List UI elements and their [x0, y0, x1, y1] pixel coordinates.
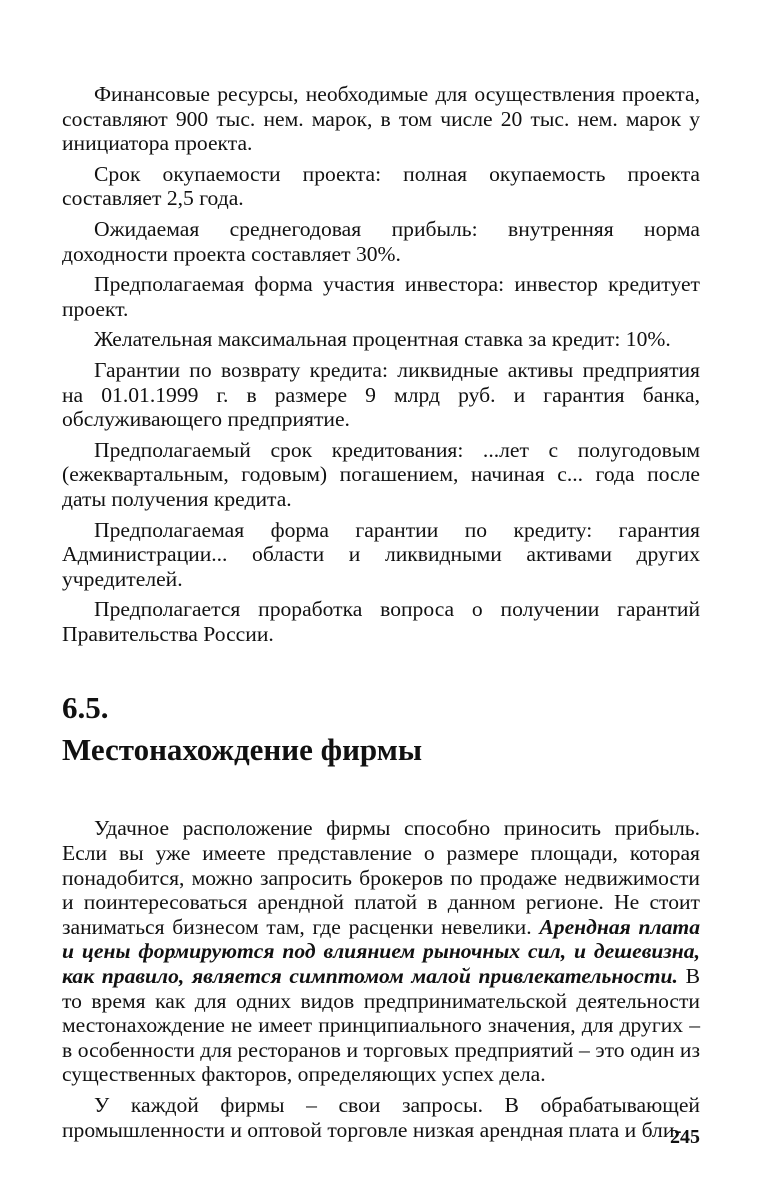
page-number: 245 — [670, 1126, 700, 1148]
section-number: 6.5. — [62, 690, 109, 726]
emphasized-statement: Арендная плата и цены формируются под влиянием рыночных сил, и дешевизна, как правило, является симптомом малой привлекательности. — [62, 914, 701, 989]
location-intro-continuation: В то время как для одних видов предпринимательской деятельности местонахождение не имеет принципиального значения, для других – в особенности для ресторанов и торговых предприятий – это один из существенных факторов, определяющих успех дела. — [62, 964, 700, 1087]
paragraph-expected-profit: Ожидаемая среднегодовая прибыль: внутренняя норма доходности проекта составляет 30%. — [62, 216, 700, 266]
paragraph-investor-participation: Предполагаемая форма участия инвестора: инвестор кредитует проект. — [62, 272, 700, 321]
paragraph-company-needs: У каждой фирмы – свои запросы. В обрабатывающей промышленности и оптовой торговле низкая арендная плата и бли- — [62, 1093, 700, 1142]
paragraph-guarantee-form: Предполагаемая форма гарантии по кредиту: гарантия Администрации... области и ликвидными активами других учредителей. — [62, 517, 700, 591]
paragraph-interest-rate: Желательная максимальная процентная ставка за кредит: 10%. — [94, 327, 671, 352]
paragraph-loan-guarantees: Гарантии по возврату кредита: ликвидные активы предприятия на 01.01.1999 г. в размере 9 млрд руб. и гарантия банка, обслуживающего предприятие. — [62, 357, 700, 432]
paragraph-payback-period: Срок окупаемости проекта: полная окупаемость проекта составляет 2,5 года. — [62, 161, 700, 211]
paragraph-loan-term: Предполагаемый срок кредитования: ...лет с полугодовым (ежеквартальным, годовым) погашением, начиная с... года после даты получения кредита. — [62, 437, 700, 511]
location-intro-text: Удачное расположение фирмы способно приносить прибыль. Если вы уже имеете представление о размере площади, которая понадобится, можно запросить брокеров по продаже недвижимости и поинтересоваться арендной платой в данном регионе. Не стоит заниматься бизнесом там, где расценки невелики. — [62, 816, 700, 939]
paragraph-financial-resources: Финансовые ресурсы, необходимые для осуществления проекта, составляют 900 тыс. нем. марок, в том числе 20 тыс. нем. марок у инициатора проекта. — [62, 82, 700, 156]
section-title: Местонахождение фирмы — [62, 732, 423, 768]
paragraph-government-guarantees: Предполагается проработка вопроса о получении гарантий Правительства России. — [62, 597, 700, 646]
page-content — [62, 82, 700, 1148]
paragraph-location-intro — [62, 816, 700, 1087]
